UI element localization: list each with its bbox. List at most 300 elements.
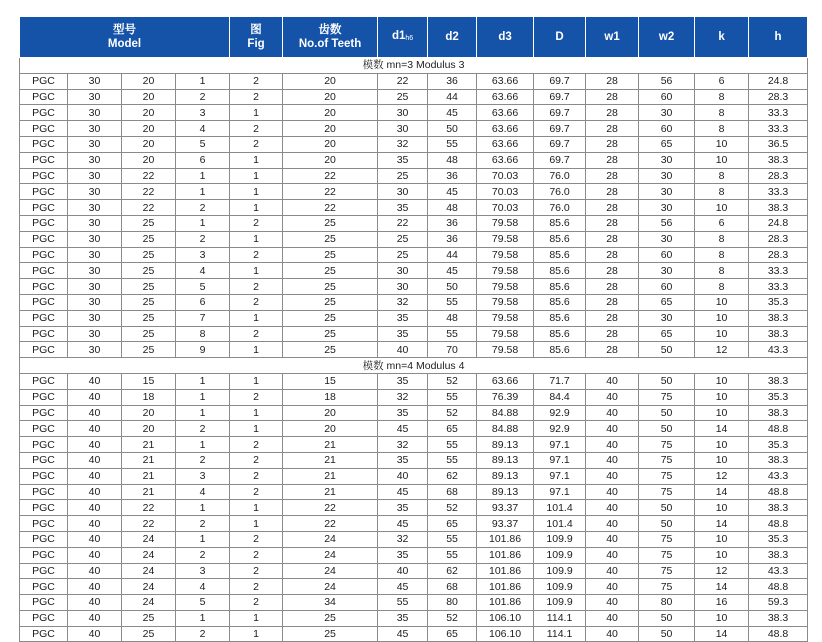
- table-cell: 25: [122, 326, 176, 342]
- table-cell: 25: [283, 310, 378, 326]
- table-cell: 4: [176, 579, 230, 595]
- table-cell: PGC: [20, 73, 68, 89]
- table-cell: 30: [68, 105, 122, 121]
- table-cell: 63.66: [477, 136, 534, 152]
- table-cell: 76.0: [534, 200, 586, 216]
- table-cell: 40: [68, 452, 122, 468]
- table-row: [20, 531, 808, 547]
- table-cell: 28: [586, 326, 639, 342]
- table-cell: 3: [176, 247, 230, 263]
- table-cell: PGC: [20, 200, 68, 216]
- table-row: [20, 595, 808, 611]
- table-cell: 85.6: [534, 310, 586, 326]
- table-cell: 50: [639, 626, 695, 642]
- table-cell: 6: [695, 73, 749, 89]
- table-cell: 63.66: [477, 105, 534, 121]
- table-cell: 18: [283, 389, 378, 405]
- table-cell: 7: [176, 310, 230, 326]
- table-cell: 101.4: [534, 500, 586, 516]
- table-cell: 28: [586, 73, 639, 89]
- table-cell: 5: [176, 279, 230, 295]
- table-cell: 52: [428, 405, 477, 421]
- table-cell: 40: [586, 626, 639, 642]
- table-cell: PGC: [20, 437, 68, 453]
- table-row: [20, 215, 808, 231]
- table-cell: 36: [428, 231, 477, 247]
- table-cell: 65: [428, 626, 477, 642]
- table-cell: 35.3: [749, 389, 808, 405]
- table-cell: 18: [122, 389, 176, 405]
- table-cell: 75: [639, 563, 695, 579]
- table-cell: 5: [176, 136, 230, 152]
- table-cell: 45: [378, 626, 428, 642]
- table-cell: 25: [283, 279, 378, 295]
- table-cell: 12: [695, 468, 749, 484]
- table-cell: 2: [230, 294, 283, 310]
- table-cell: PGC: [20, 468, 68, 484]
- table-cell: 50: [639, 516, 695, 532]
- table-cell: 97.1: [534, 484, 586, 500]
- table-cell: 28: [586, 279, 639, 295]
- table-cell: 1: [176, 73, 230, 89]
- table-cell: 109.9: [534, 563, 586, 579]
- table-cell: 65: [639, 294, 695, 310]
- table-cell: 60: [639, 89, 695, 105]
- table-cell: 36: [428, 73, 477, 89]
- table-cell: PGC: [20, 263, 68, 279]
- table-cell: 30: [68, 184, 122, 200]
- table-cell: 40: [586, 610, 639, 626]
- table-cell: 20: [283, 136, 378, 152]
- table-cell: 2: [176, 200, 230, 216]
- table-cell: 28: [586, 121, 639, 137]
- table-cell: 40: [586, 531, 639, 547]
- header-w1: w1: [586, 17, 639, 58]
- table-cell: 21: [283, 437, 378, 453]
- table-cell: 35.3: [749, 437, 808, 453]
- table-cell: 15: [122, 373, 176, 389]
- table-cell: 8: [695, 231, 749, 247]
- table-cell: 40: [68, 547, 122, 563]
- table-cell: 35: [378, 326, 428, 342]
- table-cell: 28: [586, 89, 639, 105]
- table-cell: 2: [230, 136, 283, 152]
- table-cell: 40: [586, 452, 639, 468]
- table-cell: 12: [695, 342, 749, 358]
- table-cell: 79.58: [477, 215, 534, 231]
- table-cell: 10: [695, 326, 749, 342]
- table-cell: 2: [230, 247, 283, 263]
- table-cell: 30: [639, 263, 695, 279]
- table-cell: 20: [283, 405, 378, 421]
- table-cell: 65: [639, 326, 695, 342]
- table-cell: 79.58: [477, 310, 534, 326]
- table-row: [20, 200, 808, 216]
- table-cell: 22: [122, 168, 176, 184]
- table-cell: 30: [68, 247, 122, 263]
- table-cell: 35: [378, 373, 428, 389]
- table-row: [20, 389, 808, 405]
- table-cell: 60: [639, 279, 695, 295]
- table-cell: 101.86: [477, 595, 534, 611]
- table-cell: 75: [639, 452, 695, 468]
- table-cell: 25: [283, 610, 378, 626]
- header-model-cn: 型号: [113, 24, 137, 36]
- table-cell: 101.86: [477, 547, 534, 563]
- table-cell: 101.86: [477, 531, 534, 547]
- table-cell: 48.8: [749, 626, 808, 642]
- table-cell: 2: [230, 531, 283, 547]
- table-row: [20, 136, 808, 152]
- table-cell: 25: [283, 263, 378, 279]
- table-cell: 20: [122, 405, 176, 421]
- table-cell: 75: [639, 437, 695, 453]
- table-cell: 30: [68, 200, 122, 216]
- table-cell: 40: [68, 389, 122, 405]
- table-cell: 79.58: [477, 231, 534, 247]
- table-cell: 65: [639, 136, 695, 152]
- table-cell: 63.66: [477, 373, 534, 389]
- table-cell: 20: [122, 136, 176, 152]
- table-cell: 40: [586, 516, 639, 532]
- table-cell: 2: [176, 452, 230, 468]
- table-cell: 85.6: [534, 326, 586, 342]
- table-cell: 106.10: [477, 610, 534, 626]
- table-cell: 21: [283, 452, 378, 468]
- table-cell: PGC: [20, 626, 68, 642]
- table-cell: 8: [695, 105, 749, 121]
- section-title: 模数 mn=4 Modulus 4: [20, 358, 808, 374]
- table-cell: 89.13: [477, 437, 534, 453]
- table-cell: 50: [639, 405, 695, 421]
- table-cell: 45: [428, 105, 477, 121]
- table-cell: 40: [68, 563, 122, 579]
- table-cell: 40: [68, 484, 122, 500]
- table-cell: 40: [586, 373, 639, 389]
- table-cell: 68: [428, 579, 477, 595]
- table-cell: 2: [230, 279, 283, 295]
- table-cell: 89.13: [477, 484, 534, 500]
- table-cell: 38.3: [749, 452, 808, 468]
- table-cell: 22: [122, 200, 176, 216]
- table-row: [20, 326, 808, 342]
- table-cell: 10: [695, 136, 749, 152]
- table-cell: 65: [428, 421, 477, 437]
- table-cell: 35.3: [749, 531, 808, 547]
- table-header-row: [20, 17, 808, 58]
- table-cell: 52: [428, 500, 477, 516]
- table-cell: 22: [122, 500, 176, 516]
- table-cell: 79.58: [477, 263, 534, 279]
- table-cell: 24: [283, 563, 378, 579]
- table-cell: 2: [176, 626, 230, 642]
- table-cell: 14: [695, 484, 749, 500]
- table-cell: 62: [428, 468, 477, 484]
- table-cell: 25: [378, 168, 428, 184]
- table-cell: PGC: [20, 547, 68, 563]
- table-cell: 25: [122, 342, 176, 358]
- table-cell: 10: [695, 437, 749, 453]
- table-cell: 28: [586, 231, 639, 247]
- table-cell: 48: [428, 310, 477, 326]
- table-cell: 69.7: [534, 121, 586, 137]
- table-row: [20, 168, 808, 184]
- table-cell: 20: [283, 89, 378, 105]
- table-cell: PGC: [20, 168, 68, 184]
- table-row: [20, 437, 808, 453]
- table-cell: 30: [68, 263, 122, 279]
- table-cell: 28: [586, 294, 639, 310]
- table-cell: 33.3: [749, 263, 808, 279]
- table-cell: 55: [378, 595, 428, 611]
- table-cell: 68: [428, 484, 477, 500]
- table-cell: 25: [122, 263, 176, 279]
- table-cell: PGC: [20, 595, 68, 611]
- table-cell: 25: [378, 231, 428, 247]
- table-cell: 30: [68, 73, 122, 89]
- table-cell: 10: [695, 373, 749, 389]
- table-cell: 2: [230, 579, 283, 595]
- table-cell: 30: [68, 168, 122, 184]
- table-cell: 1: [230, 105, 283, 121]
- table-cell: 40: [586, 421, 639, 437]
- table-cell: 2: [176, 421, 230, 437]
- table-cell: 50: [639, 342, 695, 358]
- table-cell: 2: [230, 468, 283, 484]
- header-d1-label: d1: [391, 29, 406, 42]
- section-header-row: [20, 58, 808, 74]
- section-header-row: [20, 358, 808, 374]
- table-cell: 34: [283, 595, 378, 611]
- table-cell: 1: [230, 626, 283, 642]
- table-cell: 30: [68, 279, 122, 295]
- table-cell: 28: [586, 215, 639, 231]
- table-cell: 48.8: [749, 421, 808, 437]
- header-k: k: [695, 17, 749, 58]
- table-cell: 55: [428, 531, 477, 547]
- table-cell: 79.58: [477, 294, 534, 310]
- table-cell: 1: [176, 215, 230, 231]
- header-teeth-cn: 齿数: [318, 24, 342, 36]
- table-cell: 15: [283, 373, 378, 389]
- table-cell: 32: [378, 437, 428, 453]
- table-cell: 22: [378, 73, 428, 89]
- table-cell: 10: [695, 610, 749, 626]
- table-cell: PGC: [20, 136, 68, 152]
- table-row: [20, 89, 808, 105]
- header-d1: [378, 17, 428, 58]
- table-cell: 40: [68, 610, 122, 626]
- table-cell: 38.3: [749, 610, 808, 626]
- table-cell: 6: [176, 152, 230, 168]
- table-row: [20, 152, 808, 168]
- table-cell: 24: [283, 579, 378, 595]
- table-cell: 2: [230, 326, 283, 342]
- table-cell: 28.3: [749, 247, 808, 263]
- table-cell: 20: [283, 105, 378, 121]
- table-cell: 24: [122, 531, 176, 547]
- table-cell: 40: [586, 595, 639, 611]
- table-cell: 21: [283, 484, 378, 500]
- table-cell: 2: [176, 231, 230, 247]
- table-cell: 109.9: [534, 595, 586, 611]
- table-cell: 1: [230, 152, 283, 168]
- table-cell: 30: [378, 279, 428, 295]
- table-cell: 8: [695, 121, 749, 137]
- table-cell: 24.8: [749, 215, 808, 231]
- table-cell: 33.3: [749, 105, 808, 121]
- table-cell: 1: [230, 500, 283, 516]
- table-cell: 50: [639, 421, 695, 437]
- table-cell: 76.0: [534, 168, 586, 184]
- table-cell: 20: [283, 152, 378, 168]
- table-cell: 40: [586, 437, 639, 453]
- table-cell: 45: [378, 516, 428, 532]
- table-cell: 10: [695, 531, 749, 547]
- table-cell: 38.3: [749, 500, 808, 516]
- table-cell: PGC: [20, 389, 68, 405]
- table-cell: 24: [122, 595, 176, 611]
- table-cell: 45: [378, 579, 428, 595]
- table-cell: 35: [378, 452, 428, 468]
- table-cell: 85.6: [534, 294, 586, 310]
- table-cell: 40: [68, 468, 122, 484]
- table-cell: 30: [639, 200, 695, 216]
- table-cell: 20: [283, 121, 378, 137]
- table-row: [20, 121, 808, 137]
- table-cell: 84.88: [477, 405, 534, 421]
- table-cell: 38.3: [749, 200, 808, 216]
- table-cell: 14: [695, 626, 749, 642]
- table-cell: 50: [639, 500, 695, 516]
- table-cell: 75: [639, 579, 695, 595]
- table-cell: 40: [586, 563, 639, 579]
- table-cell: 1: [230, 421, 283, 437]
- table-cell: PGC: [20, 610, 68, 626]
- table-cell: PGC: [20, 342, 68, 358]
- table-cell: 8: [176, 326, 230, 342]
- table-row: [20, 342, 808, 358]
- table-cell: 1: [230, 263, 283, 279]
- table-cell: 38.3: [749, 326, 808, 342]
- table-cell: 97.1: [534, 437, 586, 453]
- table-cell: PGC: [20, 89, 68, 105]
- table-cell: 75: [639, 547, 695, 563]
- table-cell: 25: [122, 626, 176, 642]
- table-cell: 40: [586, 547, 639, 563]
- table-cell: 25: [122, 231, 176, 247]
- table-cell: 38.3: [749, 310, 808, 326]
- table-cell: 1: [176, 610, 230, 626]
- table-row: [20, 484, 808, 500]
- table-cell: 69.7: [534, 105, 586, 121]
- table-cell: 33.3: [749, 121, 808, 137]
- table-cell: 1: [230, 373, 283, 389]
- table-cell: 2: [230, 595, 283, 611]
- table-cell: 33.3: [749, 279, 808, 295]
- table-cell: 21: [122, 437, 176, 453]
- table-cell: 55: [428, 326, 477, 342]
- table-cell: 45: [378, 484, 428, 500]
- table-cell: 25: [283, 231, 378, 247]
- table-cell: 30: [639, 310, 695, 326]
- table-cell: 22: [283, 500, 378, 516]
- table-cell: 84.88: [477, 421, 534, 437]
- table-cell: 92.9: [534, 421, 586, 437]
- table-cell: 84.4: [534, 389, 586, 405]
- table-cell: 50: [428, 279, 477, 295]
- table-cell: PGC: [20, 184, 68, 200]
- table-cell: 12: [695, 563, 749, 579]
- table-cell: 48: [428, 152, 477, 168]
- table-cell: 70.03: [477, 200, 534, 216]
- table-cell: 63.66: [477, 152, 534, 168]
- table-cell: 2: [230, 389, 283, 405]
- table-cell: 30: [378, 105, 428, 121]
- table-cell: 25: [283, 215, 378, 231]
- table-body: [20, 58, 808, 642]
- table-cell: 30: [68, 215, 122, 231]
- table-cell: 101.86: [477, 579, 534, 595]
- table-cell: PGC: [20, 152, 68, 168]
- table-cell: 79.58: [477, 342, 534, 358]
- table-cell: 21: [122, 452, 176, 468]
- table-row: [20, 73, 808, 89]
- table-cell: 22: [283, 516, 378, 532]
- table-row: [20, 310, 808, 326]
- table-cell: 43.3: [749, 342, 808, 358]
- table-cell: 1: [230, 168, 283, 184]
- table-cell: 3: [176, 563, 230, 579]
- table-cell: 30: [378, 184, 428, 200]
- table-cell: 85.6: [534, 279, 586, 295]
- table-cell: 40: [68, 626, 122, 642]
- table-cell: 28: [586, 168, 639, 184]
- table-row: [20, 516, 808, 532]
- table-cell: PGC: [20, 215, 68, 231]
- table-cell: 28.3: [749, 168, 808, 184]
- table-cell: 1: [230, 231, 283, 247]
- table-cell: 2: [230, 547, 283, 563]
- table-cell: 76.0: [534, 184, 586, 200]
- table-cell: 89.13: [477, 452, 534, 468]
- header-d3: d3: [477, 17, 534, 58]
- table-cell: 79.58: [477, 279, 534, 295]
- table-cell: 38.3: [749, 373, 808, 389]
- table-cell: 20: [122, 152, 176, 168]
- table-cell: 55: [428, 294, 477, 310]
- table-cell: PGC: [20, 373, 68, 389]
- table-cell: 40: [378, 468, 428, 484]
- table-cell: 32: [378, 136, 428, 152]
- table-cell: 70.03: [477, 168, 534, 184]
- table-cell: 35: [378, 547, 428, 563]
- table-cell: 1: [230, 405, 283, 421]
- header-fig-en: Fig: [247, 38, 265, 50]
- table-cell: 22: [122, 516, 176, 532]
- table-cell: 25: [378, 247, 428, 263]
- table-cell: 25: [122, 247, 176, 263]
- table-cell: PGC: [20, 452, 68, 468]
- table-cell: 24.8: [749, 73, 808, 89]
- table-cell: 20: [283, 421, 378, 437]
- table-cell: 38.3: [749, 152, 808, 168]
- table-cell: 1: [176, 168, 230, 184]
- table-cell: 52: [428, 373, 477, 389]
- table-cell: 101.86: [477, 563, 534, 579]
- table-cell: 28: [586, 247, 639, 263]
- table-cell: 60: [639, 121, 695, 137]
